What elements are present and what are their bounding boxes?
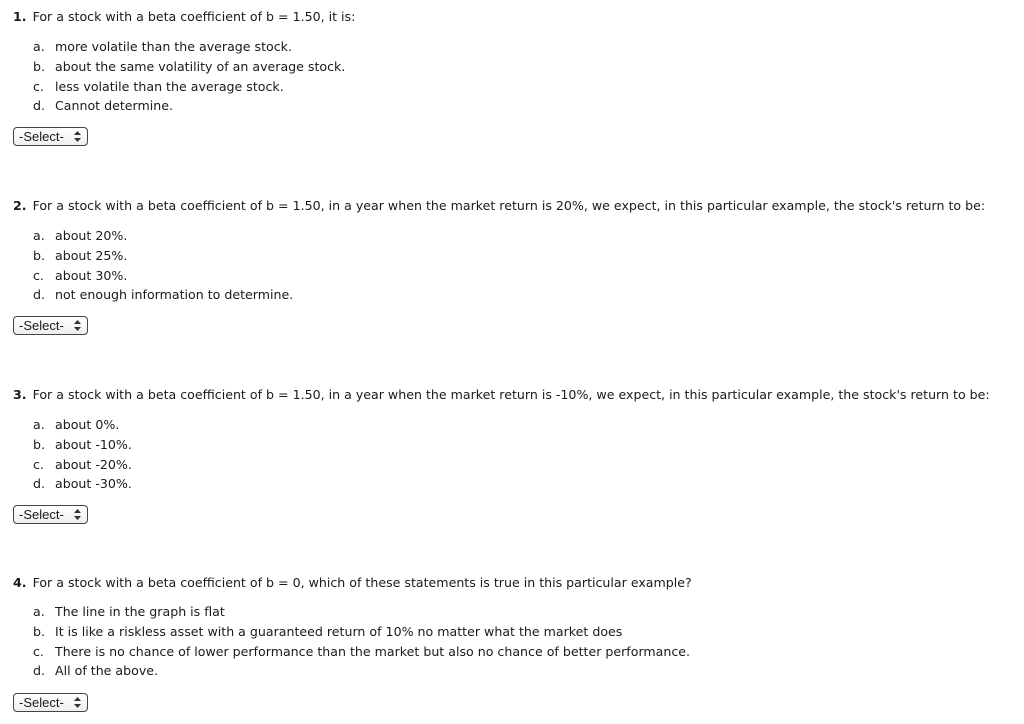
- select-arrows-icon: [74, 509, 81, 520]
- question-number: 4.: [13, 575, 27, 590]
- question-2-stem: [13, 198, 985, 213]
- select-arrows-icon: [74, 131, 81, 142]
- option-letter: b.: [33, 623, 45, 639]
- option-letter: c.: [33, 267, 44, 283]
- answer-option-c: [33, 455, 132, 475]
- option-letter: d.: [33, 98, 45, 114]
- answer-option-a: [33, 602, 690, 622]
- question-4-stem: [13, 575, 692, 590]
- answer-option-d: [33, 285, 293, 305]
- option-letter: a.: [33, 417, 45, 432]
- question-text: For a stock with a beta coefficient of b = 1.50, in a year when the market return is 20%, we expect, in this particular example, the stock's return to be:: [32, 198, 986, 213]
- question-number: 1.: [13, 9, 27, 24]
- select-value: -Select-: [19, 318, 64, 333]
- option-text: about 0%.: [55, 417, 120, 432]
- option-text: more volatile than the average stock.: [55, 39, 292, 54]
- select-value: -Select-: [19, 507, 64, 522]
- answer-select-2[interactable]: [13, 316, 88, 335]
- answer-option-b: [33, 622, 690, 642]
- option-text: The line in the graph is flat: [55, 604, 225, 619]
- answer-option-a: [33, 226, 293, 246]
- select-value: -Select-: [19, 695, 64, 710]
- select-arrows-icon: [74, 697, 81, 708]
- answer-options: [33, 226, 293, 305]
- option-text: All of the above.: [55, 663, 159, 679]
- question-text: For a stock with a beta coefficient of b = 1.50, in a year when the market return is -10%, we expect, in this particular example, the stock's return to be:: [32, 387, 990, 402]
- answer-option-b: [33, 435, 132, 455]
- option-text: not enough information to determine.: [55, 287, 294, 303]
- answer-select-1[interactable]: [13, 127, 88, 146]
- select-value: -Select-: [19, 129, 64, 144]
- question-3-stem: [13, 387, 990, 402]
- option-letter: d.: [33, 287, 45, 303]
- answer-option-b: [33, 57, 345, 77]
- question-number: 2.: [13, 198, 27, 213]
- answer-options: [33, 415, 132, 494]
- option-text: about 25%.: [55, 247, 128, 263]
- option-letter: a.: [33, 228, 45, 243]
- option-text: about -10%.: [55, 436, 132, 452]
- option-text: less volatile than the average stock.: [55, 78, 284, 94]
- answer-option-c: [33, 642, 690, 662]
- question-number: 3.: [13, 387, 27, 402]
- option-letter: c.: [33, 456, 44, 472]
- select-arrows-icon: [74, 320, 81, 331]
- question-1-stem: [13, 9, 355, 24]
- option-text: about 30%.: [55, 267, 128, 283]
- option-text: about the same volatility of an average stock.: [55, 58, 346, 74]
- answer-select-4[interactable]: [13, 693, 88, 712]
- answer-option-a: [33, 37, 345, 57]
- answer-option-b: [33, 246, 293, 266]
- option-letter: b.: [33, 436, 45, 452]
- option-text: It is like a riskless asset with a guaranteed return of 10% no matter what the market does: [55, 623, 623, 639]
- answer-option-d: [33, 474, 132, 494]
- option-letter: d.: [33, 663, 45, 679]
- question-text: For a stock with a beta coefficient of b = 0, which of these statements is true in this particular example?: [32, 575, 692, 590]
- answer-option-c: [33, 77, 345, 97]
- option-letter: b.: [33, 58, 45, 74]
- answer-option-d: [33, 661, 690, 681]
- option-text: about -20%.: [55, 456, 132, 472]
- question-text: For a stock with a beta coefficient of b = 1.50, it is:: [32, 9, 356, 24]
- option-letter: a.: [33, 604, 45, 619]
- option-letter: d.: [33, 476, 45, 492]
- option-letter: c.: [33, 643, 44, 659]
- answer-select-3[interactable]: [13, 505, 88, 524]
- option-letter: a.: [33, 39, 45, 54]
- option-letter: c.: [33, 78, 44, 94]
- answer-option-d: [33, 96, 345, 116]
- option-text: Cannot determine.: [55, 98, 174, 114]
- option-text: about -30%.: [55, 476, 132, 492]
- option-text: There is no chance of lower performance than the market but also no chance of better performance.: [55, 643, 691, 659]
- answer-options: [33, 602, 690, 681]
- option-letter: b.: [33, 247, 45, 263]
- answer-option-a: [33, 415, 132, 435]
- answer-option-c: [33, 266, 293, 286]
- answer-options: [33, 37, 345, 116]
- option-text: about 20%.: [55, 228, 128, 243]
